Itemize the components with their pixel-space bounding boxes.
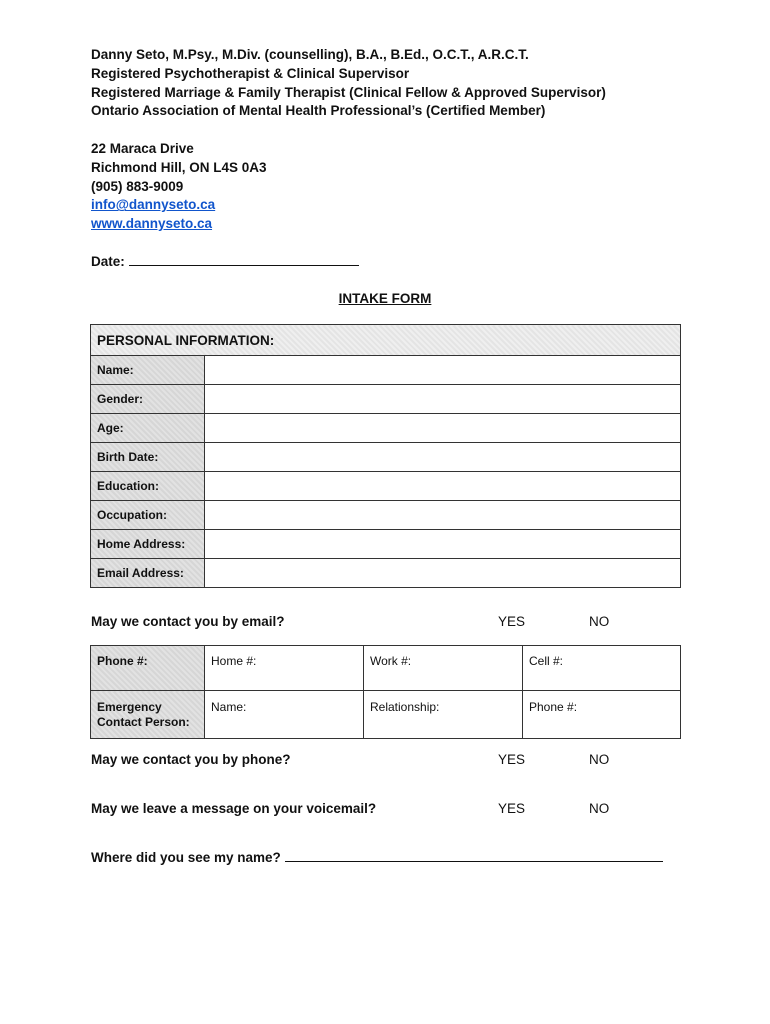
phone-yes-option[interactable]: YES: [498, 752, 526, 767]
phone-no-option[interactable]: NO: [589, 752, 610, 767]
practitioner-header: [91, 46, 711, 121]
referral-blank-line[interactable]: [285, 849, 663, 862]
education-label: Education:: [91, 472, 205, 501]
date-blank-line[interactable]: [129, 253, 359, 266]
education-input-cell[interactable]: [205, 472, 681, 501]
table-row: [91, 472, 681, 501]
website-link[interactable]: www.dannyseto.ca: [91, 216, 213, 232]
email-contact-question: May we contact you by email?: [91, 614, 285, 629]
name-label: Name:: [91, 356, 205, 385]
occupation-label: Occupation:: [91, 501, 205, 530]
birth-date-label: Birth Date:: [91, 443, 205, 472]
occupation-input-cell[interactable]: [205, 501, 681, 530]
personal-information-heading: PERSONAL INFORMATION:: [91, 325, 681, 356]
voicemail-no-option[interactable]: NO: [589, 801, 610, 816]
voicemail-yes-option[interactable]: YES: [498, 801, 526, 816]
work-phone-cell[interactable]: Work #:: [364, 646, 523, 691]
home-address-label: Home Address:: [91, 530, 205, 559]
email-no-option[interactable]: NO: [589, 614, 610, 629]
gender-label: Gender:: [91, 385, 205, 414]
date-field[interactable]: [91, 253, 359, 269]
age-input-cell[interactable]: [205, 414, 681, 443]
street-address: 22 Maraca Drive: [91, 141, 194, 156]
city-address: Richmond Hill, ON L4S 0A3: [91, 159, 267, 175]
home-address-input-cell[interactable]: [205, 530, 681, 559]
phone-label: Phone #:: [91, 646, 205, 691]
email-address-label: Email Address:: [91, 559, 205, 588]
table-row: [91, 385, 681, 414]
credentials-line: Danny Seto, M.Psy., M.Div. (counselling), B.A., B.Ed., O.C.T., A.R.C.T.: [91, 47, 529, 62]
age-label: Age:: [91, 414, 205, 443]
registration-line: Registered Marriage & Family Therapist (Clinical Fellow & Approved Supervisor): [91, 84, 606, 100]
referral-field[interactable]: [91, 849, 663, 865]
phone-number: (905) 883-9009: [91, 178, 184, 194]
emergency-name-cell[interactable]: Name:: [205, 691, 364, 739]
table-row: [91, 501, 681, 530]
contact-block: [91, 140, 267, 234]
date-label: Date:: [91, 254, 125, 269]
emergency-phone-cell[interactable]: Phone #:: [523, 691, 681, 739]
table-row: [91, 414, 681, 443]
email-address-input-cell[interactable]: [205, 559, 681, 588]
name-input-cell[interactable]: [205, 356, 681, 385]
cell-phone-cell[interactable]: Cell #:: [523, 646, 681, 691]
table-row: [91, 443, 681, 472]
emergency-relationship-cell[interactable]: Relationship:: [364, 691, 523, 739]
title-line: Registered Psychotherapist & Clinical Supervisor: [91, 65, 410, 81]
table-row: [91, 530, 681, 559]
phone-contact-table: [90, 645, 681, 739]
email-link[interactable]: info@dannyseto.ca: [91, 197, 216, 213]
phone-contact-question: May we contact you by phone?: [91, 752, 291, 767]
table-row: [91, 559, 681, 588]
form-title-text: INTAKE FORM: [338, 291, 432, 306]
personal-information-table: [90, 324, 681, 588]
emergency-contact-label: Emergency Contact Person:: [91, 691, 205, 739]
referral-question: Where did you see my name?: [91, 850, 281, 865]
form-title: [0, 291, 770, 306]
home-phone-cell[interactable]: Home #:: [205, 646, 364, 691]
table-row: [91, 356, 681, 385]
voicemail-question: May we leave a message on your voicemail?: [91, 801, 377, 816]
birth-date-input-cell[interactable]: [205, 443, 681, 472]
table-row: [91, 691, 681, 739]
table-row: [91, 646, 681, 691]
association-line: Ontario Association of Mental Health Professional’s (Certified Member): [91, 103, 546, 119]
email-yes-option[interactable]: YES: [498, 614, 526, 629]
gender-input-cell[interactable]: [205, 385, 681, 414]
